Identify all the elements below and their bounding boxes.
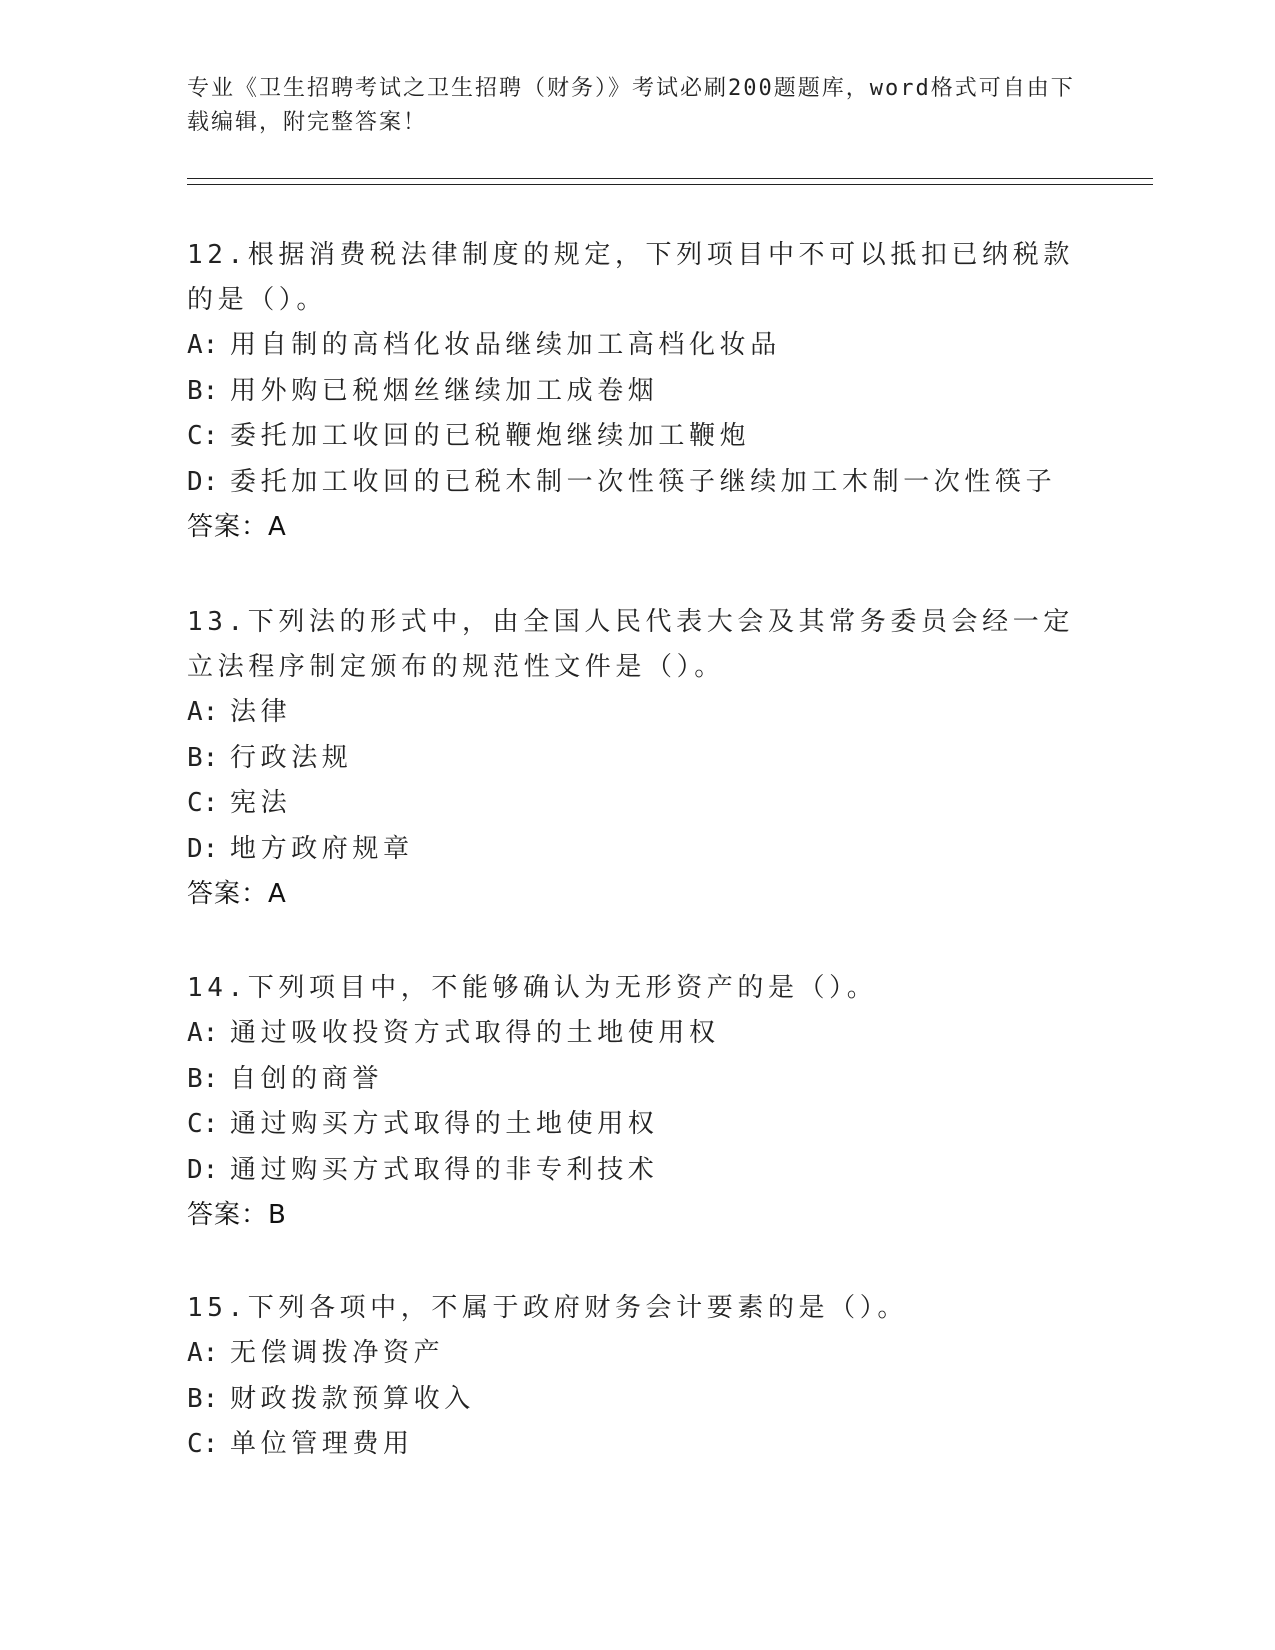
- option-letter: D:: [187, 1154, 219, 1185]
- option-letter: B:: [187, 1063, 219, 1094]
- question-14: [187, 966, 1087, 1239]
- option-text: 用自制的高档化妆品继续加工高档化妆品: [230, 330, 781, 360]
- option-letter: B:: [187, 742, 219, 773]
- option-c: [187, 1102, 1087, 1148]
- option-text: 自创的商誉: [230, 1063, 384, 1094]
- option-letter: B:: [187, 375, 219, 406]
- option-letter: C:: [187, 1109, 219, 1139]
- option-a: [187, 323, 1087, 369]
- option-letter: A:: [187, 330, 219, 360]
- option-text: 委托加工收回的已税木制一次性筷子继续加工木制一次性筷子: [230, 466, 1057, 497]
- option-letter: D:: [187, 833, 219, 864]
- option-text: 单位管理费用: [230, 1429, 414, 1459]
- option-text: 地方政府规章: [230, 833, 414, 864]
- option-letter: D:: [187, 466, 219, 497]
- option-d: [187, 1148, 1087, 1194]
- option-c: [187, 414, 1087, 460]
- document-header: 专业《卫生招聘考试之卫生招聘（财务）》考试必刷200题题库，word格式可自由下载编辑，附完整答案！: [187, 76, 1075, 135]
- question-stem: 15.下列各项中，不属于政府财务会计要素的是（）。: [187, 1293, 908, 1323]
- question-stem: 14.下列项目中，不能够确认为无形资产的是（）。: [187, 973, 878, 1003]
- option-letter: A:: [187, 1018, 219, 1048]
- option-letter: A:: [187, 1338, 219, 1368]
- option-a: [187, 690, 1087, 736]
- question-stem: 12.根据消费税法律制度的规定，下列项目中不可以抵扣已纳税款的是（）。: [187, 240, 1074, 315]
- option-letter: C:: [187, 421, 219, 451]
- option-text: 宪法: [230, 788, 292, 818]
- option-letter: C:: [187, 788, 219, 818]
- option-text: 用外购已税烟丝继续加工成卷烟: [230, 375, 659, 406]
- option-a: [187, 1011, 1087, 1057]
- option-letter: C:: [187, 1429, 219, 1459]
- option-c: [187, 1422, 1087, 1468]
- option-d: [187, 827, 1087, 873]
- option-text: 通过购买方式取得的土地使用权: [230, 1109, 659, 1139]
- option-b: [187, 369, 1087, 415]
- option-text: 通过吸收投资方式取得的土地使用权: [230, 1018, 720, 1048]
- option-a: [187, 1331, 1087, 1377]
- option-text: 法律: [230, 697, 292, 727]
- option-b: [187, 736, 1087, 782]
- answer-line: 答案：B: [187, 1200, 287, 1230]
- header-divider-top: [187, 178, 1153, 179]
- option-text: 通过购买方式取得的非专利技术: [230, 1154, 659, 1185]
- question-15: [187, 1286, 1087, 1468]
- option-text: 行政法规: [230, 742, 353, 773]
- option-c: [187, 781, 1087, 827]
- question-13: [187, 600, 1087, 918]
- answer-line: 答案：A: [187, 512, 287, 542]
- answer-line: 答案：A: [187, 879, 287, 909]
- option-text: 无偿调拨净资产: [230, 1338, 445, 1368]
- question-stem: 13.下列法的形式中，由全国人民代表大会及其常务委员会经一定立法程序制定颁布的规范性文件是（）。: [187, 607, 1074, 682]
- option-b: [187, 1057, 1087, 1103]
- question-12: [187, 233, 1087, 551]
- option-letter: B:: [187, 1383, 219, 1414]
- option-d: [187, 460, 1087, 506]
- option-text: 委托加工收回的已税鞭炮继续加工鞭炮: [230, 421, 751, 451]
- option-letter: A:: [187, 697, 219, 727]
- header-divider-bottom: [187, 184, 1153, 185]
- option-b: [187, 1377, 1087, 1423]
- option-text: 财政拨款预算收入: [230, 1383, 475, 1414]
